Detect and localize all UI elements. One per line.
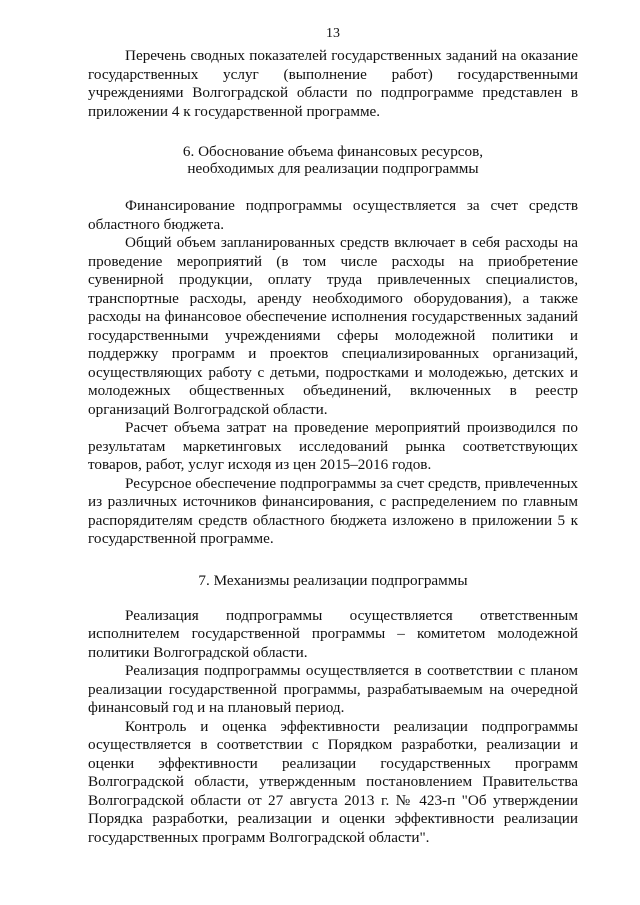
section-6-heading-line-1: 6. Обоснование объема финансовых ресурсов, xyxy=(182,143,484,160)
section-6-heading xyxy=(88,143,578,177)
section-7-heading: 7. Механизмы реализации подпрограммы xyxy=(198,571,468,589)
section-6-paragraph-1: Финансирование подпрограммы осуществляется за счет средств областного бюджета. xyxy=(88,197,578,233)
section-7-paragraph-3: Контроль и оценка эффективности реализации подпрограммы осуществляется в соответствии с Порядком разработки, реализации и оценки эффективности реализации государственных программ Волгоградской области, утвержденным постановлением Правительства Волгоградской области от 27 августа 2013 г. № 423-п "Об утверждении Порядка разработки, реализации и оценки эффективности реализации государственных программ Волгоградской области". xyxy=(88,717,578,846)
intro-paragraph: Перечень сводных показателей государственных заданий на оказание государственных услуг (выполнение работ) государственными учреждениями Волгоградской области по подпрограмме представлен в приложении 4 к государственной программе. xyxy=(88,47,578,120)
page-content xyxy=(88,47,578,847)
section-6-heading-line-2: необходимых для реализации подпрограммы xyxy=(187,160,479,177)
page-number: 13 xyxy=(326,26,340,41)
section-7-paragraph-1: Реализация подпрограммы осуществляется ответственным исполнителем государственной программы – комитетом молодежной политики Волгоградской области. xyxy=(88,606,578,661)
section-6-paragraph-4: Ресурсное обеспечение подпрограммы за счет средств, привлеченных из различных источников финансирования, с распределением по главным распорядителям средств областного бюджета изложено в приложении 5 к государственной программе. xyxy=(88,474,578,547)
section-6-paragraph-3: Расчет объема затрат на проведение мероприятий производился по результатам маркетинговых исследований рынка соответствующих товаров, работ, услуг исходя из цен 2015–2016 годов. xyxy=(88,419,578,473)
section-6-paragraph-2: Общий объем запланированных средств включает в себя расходы на проведение мероприятий (в том числе расходы на приобретение сувенирной продукции, оплату труда привлеченных специалистов, транспортные расходы, аренду необходимого оборудования), а также расходы на финансовое обеспечение исполнения государственных заданий государственными учреждениями сферы молодежной политики и поддержку программ и проектов специализированных организаций, осуществляющих работу с детьми, подростками и молодежью, детских и молодежных общественных объединений, включенных в реестр организаций Волгоградской области. xyxy=(88,234,578,418)
section-7-paragraph-2: Реализация подпрограммы осуществляется в соответствии с планом реализации государственной программы, разрабатываемым на очередной финансовый год и на плановый период. xyxy=(88,662,578,716)
